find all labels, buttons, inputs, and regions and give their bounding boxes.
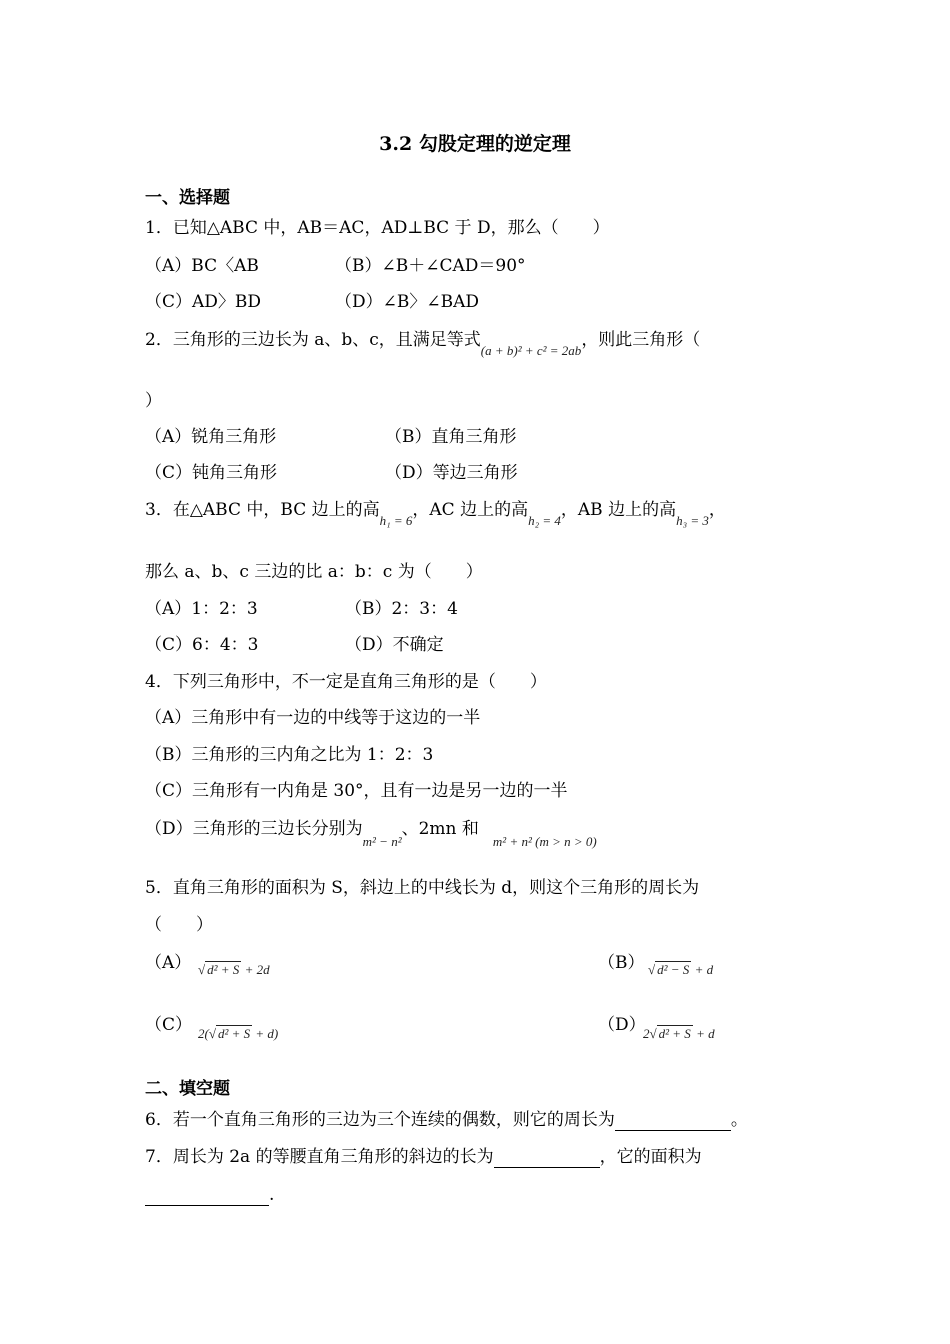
question-4-option-b: （B）三角形的三内角之比为 1：2：3 — [145, 745, 434, 765]
question-1-option-b: （B）∠B＋∠CAD＝90° — [335, 256, 526, 276]
question-5-paren: （ ） — [145, 915, 213, 935]
question-4-option-d-mid: 、2mn 和 — [401, 819, 479, 839]
question-2-tail: ，则此三角形（ — [581, 330, 701, 350]
question-4-formula-1: m² − n² — [362, 834, 402, 849]
question-7-text: 7．周长为 2a 的等腰直角三角形的斜边的长为 — [145, 1147, 494, 1167]
question-3-text-2: ，AC 边上的高 — [412, 500, 529, 520]
question-2-stem — [145, 329, 701, 358]
question-3-text-1: 3．在△ABC 中，BC 边上的高 — [145, 500, 380, 520]
question-3-option-d: （D）不确定 — [345, 635, 444, 655]
question-5-option-a-tail: + 2d — [241, 962, 270, 977]
question-5-option-a-label: （A） — [145, 953, 192, 973]
question-5-option-d-tail: + d — [692, 1026, 715, 1041]
question-7-mid: ，它的面积为 — [599, 1147, 702, 1167]
question-5-option-a-radicand: d² + S — [207, 962, 240, 977]
question-4-formula-2: m² + n² (m > n > 0) — [492, 834, 597, 849]
question-3-h2: h₂ = 4 — [528, 513, 561, 528]
sqrt-symbol-icon: √ — [649, 1026, 657, 1041]
question-5-stem: 5．直角三角形的面积为 S，斜边上的中线长为 d，则这个三角形的周长为 — [145, 878, 700, 898]
question-5-option-d-radicand: d² + S — [658, 1026, 691, 1041]
question-5-option-c-radicand: d² + S — [217, 1026, 251, 1041]
question-3-text-4: ， — [708, 500, 726, 520]
page-title: 3.2 勾股定理的逆定理 — [379, 133, 571, 155]
question-5-option-c-tail: + d) — [252, 1026, 279, 1041]
question-7-answer-blank-1[interactable] — [494, 1151, 600, 1168]
question-4-option-c: （C）三角形有一内角是 30°，且有一边是另一边的一半 — [145, 781, 568, 801]
question-1-option-c: （C）AD〉BD — [145, 292, 262, 312]
question-5-option-d-pre: 2 — [643, 1026, 650, 1041]
question-5-option-b-label: （B） — [598, 953, 645, 973]
question-1-option-d: （D）∠B〉∠BAD — [335, 292, 480, 312]
section-heading-fill: 二、填空题 — [145, 1079, 230, 1099]
question-5-option-b-formula — [648, 962, 713, 978]
question-7-line-2 — [145, 1184, 274, 1206]
question-5-option-d-formula — [643, 1026, 715, 1042]
question-3-h1: h₁ = 6 — [379, 513, 413, 528]
question-6-answer-blank[interactable] — [615, 1114, 731, 1131]
question-5-option-d-label: （D） — [598, 1015, 646, 1035]
question-6 — [145, 1109, 748, 1131]
question-6-end: 。 — [730, 1110, 748, 1130]
question-2-option-a: （A）锐角三角形 — [145, 427, 277, 447]
question-3-stem — [145, 499, 726, 528]
section-heading-choice: 一、选择题 — [145, 188, 230, 208]
question-1-option-a: （A）BC〈AB — [145, 256, 259, 276]
question-4-stem: 4．下列三角形中，不一定是直角三角形的是（ ） — [145, 672, 547, 692]
question-7-end: . — [269, 1185, 275, 1205]
question-5-option-a-formula — [198, 962, 270, 978]
question-3-line-2: 那么 a、b、c 三边的比 a：b：c 为（ ） — [145, 562, 483, 582]
question-2-close-paren: ） — [145, 391, 162, 411]
question-1-stem: 1．已知△ABC 中，AB＝AC，AD⊥BC 于 D，那么（ ） — [145, 218, 610, 238]
question-2-option-b: （B）直角三角形 — [385, 427, 517, 447]
question-3-option-a: （A）1：2：3 — [145, 599, 258, 619]
question-5-option-b-tail: + d — [691, 962, 714, 977]
question-7-answer-blank-2[interactable] — [145, 1189, 269, 1206]
question-5-option-b-radicand: d² − S — [657, 962, 690, 977]
question-4-option-d-text: （D）三角形的三边长分别为 — [145, 819, 363, 839]
question-5-option-c-label: （C） — [145, 1015, 193, 1035]
question-3-option-c: （C）6：4：3 — [145, 635, 259, 655]
question-2-text: 2．三角形的三边长为 a、b、c，且满足等式 — [145, 330, 481, 350]
question-3-h3: h₃ = 3 — [676, 513, 709, 528]
question-7 — [145, 1146, 702, 1168]
question-6-text: 6．若一个直角三角形的三边为三个连续的偶数，则它的周长为 — [145, 1110, 615, 1130]
question-5-option-c-formula — [198, 1026, 278, 1042]
question-2-formula: (a + b)² + c² = 2ab — [480, 343, 582, 358]
question-2-option-c: （C）钝角三角形 — [145, 463, 278, 483]
question-3-text-3: ，AB 边上的高 — [560, 500, 677, 520]
question-3-option-b: （B）2：3：4 — [345, 599, 458, 619]
sqrt-symbol-icon: √ — [208, 1026, 216, 1041]
sqrt-symbol-icon: √ — [648, 962, 656, 977]
question-5-option-c-pre: 2( — [198, 1026, 209, 1041]
question-4-option-d — [145, 818, 597, 849]
question-4-option-a: （A）三角形中有一边的中线等于这边的一半 — [145, 708, 481, 728]
sqrt-symbol-icon: √ — [198, 962, 206, 977]
question-2-option-d: （D）等边三角形 — [385, 463, 518, 483]
